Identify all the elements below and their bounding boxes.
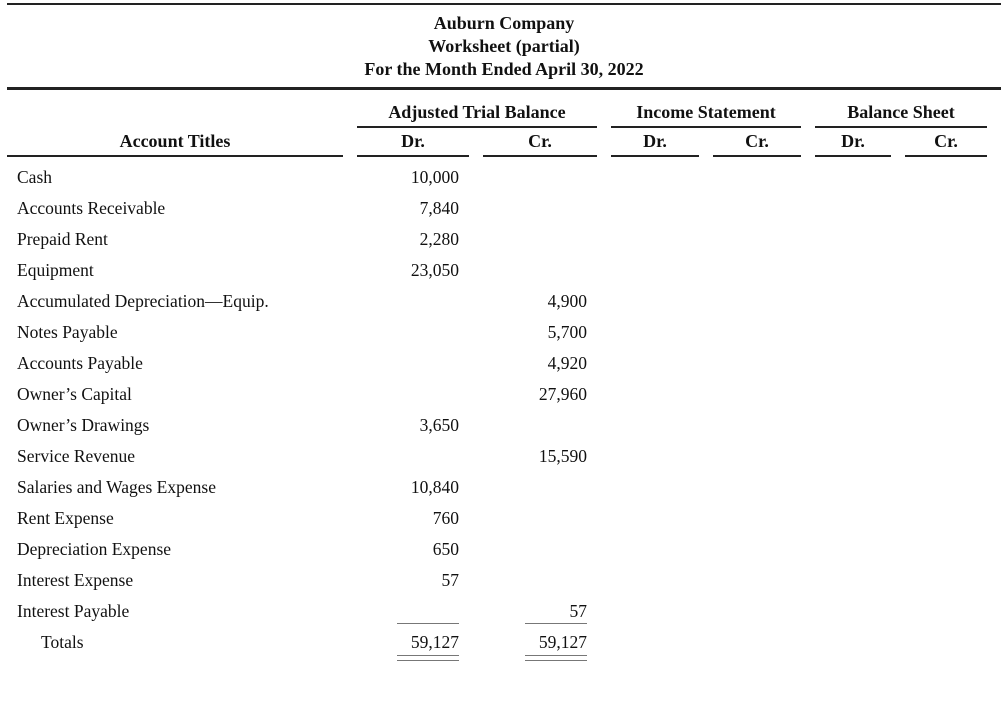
bs-dr-value (815, 534, 891, 565)
period-line: For the Month Ended April 30, 2022 (364, 59, 644, 79)
bs-cr-value (905, 472, 987, 503)
bs-cr-value (905, 224, 987, 255)
table-row (7, 255, 1001, 286)
is-dr-value (611, 193, 699, 224)
bs-dr-value (815, 565, 891, 596)
bs-cr-value (905, 162, 987, 193)
atb-cr-value: 5,700 (547, 322, 587, 342)
atb-dr-value (357, 441, 469, 472)
atb-dr-value (357, 379, 469, 410)
bs-cr-value (905, 193, 987, 224)
bs-dr-value (815, 379, 891, 410)
table-row (7, 534, 1001, 565)
is-dr-value (611, 348, 699, 379)
is-dr-value (611, 472, 699, 503)
bs-cr-value (905, 503, 987, 534)
account-title: Interest Expense (17, 570, 134, 590)
totals-label: Totals (41, 632, 84, 652)
bs-dr-header: Dr. (815, 131, 891, 157)
atb-dr-value: 7,840 (419, 198, 459, 218)
atb-cr-value: 4,920 (547, 353, 587, 373)
bs-cr-value (905, 286, 987, 317)
table-row (7, 410, 1001, 441)
atb-cr-value: 27,960 (538, 384, 587, 404)
is-dr-value (611, 224, 699, 255)
is-dr-value (611, 441, 699, 472)
is-cr-value (713, 596, 801, 627)
group-header-spacer (7, 97, 343, 128)
atb-cr-value (483, 255, 597, 286)
group-income-statement: Income Statement (611, 102, 801, 128)
atb-dr-value: 10,840 (410, 477, 459, 497)
bs-dr-value (815, 317, 891, 348)
is-cr-value (713, 472, 801, 503)
bs-cr-value (905, 565, 987, 596)
atb-cr-value (483, 503, 597, 534)
is-cr-value (713, 379, 801, 410)
is-dr-value (611, 255, 699, 286)
is-dr-value (611, 503, 699, 534)
bs-dr-total (815, 627, 891, 658)
account-title: Depreciation Expense (17, 539, 172, 559)
atb-dr-value (357, 348, 469, 379)
is-dr-header: Dr. (611, 131, 699, 157)
totals-row (7, 627, 1001, 658)
is-dr-value (611, 565, 699, 596)
is-dr-value (611, 162, 699, 193)
bs-dr-value (815, 410, 891, 441)
title-block (7, 5, 1001, 87)
bs-cr-total (905, 627, 987, 658)
atb-dr-value: 3,650 (419, 415, 459, 435)
is-cr-total (713, 627, 801, 658)
atb-dr-value: 760 (432, 508, 459, 528)
account-titles-header: Account Titles (7, 131, 343, 157)
bs-cr-value (905, 534, 987, 565)
atb-cr-value: 4,900 (547, 291, 587, 311)
bs-cr-value (905, 410, 987, 441)
account-title: Accounts Payable (17, 353, 143, 373)
atb-cr-value (483, 565, 597, 596)
is-cr-value (713, 348, 801, 379)
table-row (7, 472, 1001, 503)
atb-dr-value: 10,000 (410, 167, 459, 187)
is-dr-value (611, 317, 699, 348)
is-dr-value (611, 410, 699, 441)
is-cr-value (713, 441, 801, 472)
atb-cr-value (483, 193, 597, 224)
atb-dr-value (357, 317, 469, 348)
table-row (7, 596, 1001, 627)
is-dr-value (611, 286, 699, 317)
is-cr-value (713, 534, 801, 565)
account-title: Rent Expense (17, 508, 114, 528)
atb-dr-value: 57 (441, 570, 459, 590)
is-cr-header: Cr. (713, 131, 801, 157)
atb-cr-value (483, 472, 597, 503)
bs-dr-value (815, 162, 891, 193)
account-title: Owner’s Drawings (17, 415, 150, 435)
account-title: Prepaid Rent (17, 229, 108, 249)
account-title: Interest Payable (17, 601, 130, 621)
is-cr-value (713, 224, 801, 255)
atb-dr-value (357, 596, 469, 627)
column-header-row (7, 131, 1001, 157)
bs-dr-value (815, 503, 891, 534)
table-row (7, 317, 1001, 348)
account-title: Accumulated Depreciation—Equip. (17, 291, 269, 311)
table-row (7, 348, 1001, 379)
bs-dr-value (815, 596, 891, 627)
is-dr-value (611, 534, 699, 565)
bs-cr-value (905, 255, 987, 286)
group-balance-sheet: Balance Sheet (815, 102, 987, 128)
bs-dr-value (815, 441, 891, 472)
bs-cr-header: Cr. (905, 131, 987, 157)
account-title: Equipment (17, 260, 94, 280)
account-title: Accounts Receivable (17, 198, 166, 218)
group-adjusted-trial-balance: Adjusted Trial Balance (357, 102, 597, 128)
table-row (7, 379, 1001, 410)
is-cr-value (713, 503, 801, 534)
table-row (7, 224, 1001, 255)
atb-cr-value (483, 224, 597, 255)
atb-dr-value (357, 286, 469, 317)
bs-dr-value (815, 224, 891, 255)
is-cr-value (713, 410, 801, 441)
atb-cr-value: 57 (483, 596, 597, 627)
worksheet-title: Worksheet (partial) (428, 36, 580, 56)
is-cr-value (713, 565, 801, 596)
worksheet-table (7, 0, 1001, 658)
atb-dr-header: Dr. (357, 131, 469, 157)
is-dr-value (611, 596, 699, 627)
atb-cr-total: 59,127 (483, 627, 597, 658)
table-row (7, 162, 1001, 193)
bs-cr-value (905, 317, 987, 348)
account-title: Salaries and Wages Expense (17, 477, 216, 497)
bs-cr-value (905, 379, 987, 410)
account-title: Owner’s Capital (17, 384, 132, 404)
table-row (7, 565, 1001, 596)
atb-cr-value: 15,590 (538, 446, 587, 466)
is-cr-value (713, 286, 801, 317)
bs-dr-value (815, 286, 891, 317)
bs-dr-value (815, 193, 891, 224)
atb-dr-value: 2,280 (419, 229, 459, 249)
company-name: Auburn Company (433, 13, 575, 33)
bs-dr-value (815, 348, 891, 379)
table-row (7, 193, 1001, 224)
account-title: Service Revenue (17, 446, 136, 466)
table-body (7, 162, 1001, 658)
is-dr-value (611, 379, 699, 410)
atb-cr-header: Cr. (483, 131, 597, 157)
group-header-row (7, 97, 1001, 128)
is-cr-value (713, 317, 801, 348)
bs-cr-value (905, 441, 987, 472)
title-divider-rule (7, 87, 1001, 90)
atb-cr-value (483, 162, 597, 193)
atb-dr-value: 23,050 (410, 260, 459, 280)
is-cr-value (713, 255, 801, 286)
atb-dr-total: 59,127 (357, 627, 469, 658)
account-title: Notes Payable (17, 322, 118, 342)
bs-cr-value (905, 596, 987, 627)
is-dr-total (611, 627, 699, 658)
table-row (7, 286, 1001, 317)
bs-dr-value (815, 255, 891, 286)
table-row (7, 503, 1001, 534)
bs-cr-value (905, 348, 987, 379)
atb-cr-value (483, 534, 597, 565)
is-cr-value (713, 162, 801, 193)
account-title: Cash (17, 167, 52, 187)
table-row (7, 441, 1001, 472)
bs-dr-value (815, 472, 891, 503)
atb-cr-value (483, 410, 597, 441)
atb-dr-value: 650 (432, 539, 459, 559)
is-cr-value (713, 193, 801, 224)
